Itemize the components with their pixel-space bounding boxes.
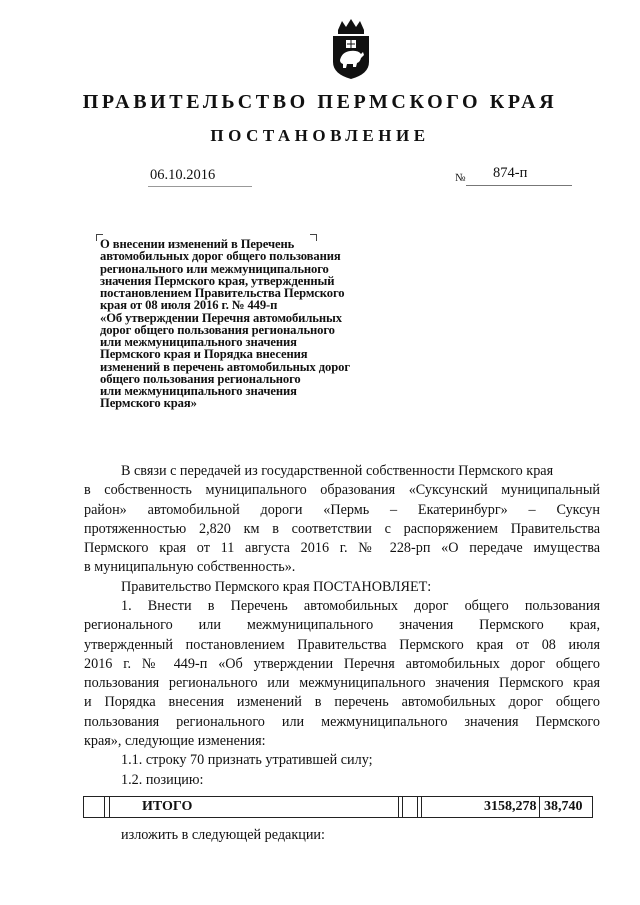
- coat-of-arms-icon: [330, 18, 372, 80]
- table-divider: [417, 797, 418, 817]
- table-divider: [402, 797, 403, 817]
- preamble-line: в собственность муниципального образования «Суксунский муниципальный: [84, 482, 600, 499]
- closing-text: изложить в следующей редакции:: [121, 827, 325, 843]
- totals-sum: 3158,278: [484, 799, 537, 814]
- totals-table-row: [83, 796, 593, 818]
- document-number: 874-п: [493, 165, 528, 181]
- table-divider: [398, 797, 399, 817]
- number-sign: №: [455, 172, 466, 184]
- title-line: Пермского края»: [100, 396, 197, 411]
- item-line: пользования регионального или межмуниципального значения Пермского: [84, 713, 600, 730]
- preamble-line: Пермского края от 11 августа 2016 г. № 228-рп «О передаче имущества: [84, 540, 600, 557]
- preamble-line: район» автомобильной дороги «Пермь – Екатеринбург» – Суксун: [84, 501, 600, 518]
- document-date: 06.10.2016: [150, 167, 216, 183]
- totals-length: 38,740: [544, 799, 583, 814]
- table-divider: [104, 797, 105, 817]
- preamble-paragraph: [84, 462, 600, 597]
- title-line: регионального или межмуниципального: [100, 261, 329, 276]
- item-line: 2016 г. № 449-п «Об утверждении Перечня автомобильных дорог общего: [84, 655, 600, 672]
- item-line: пользования регионального или межмуниципального значения Пермского края: [84, 675, 600, 692]
- item-line: края», следующие изменения:: [84, 733, 266, 750]
- title-line: постановлением Правительства Пермского: [100, 286, 345, 300]
- title-line: или межмуниципального значения: [100, 335, 297, 349]
- closing-line: [84, 826, 600, 845]
- title-line: «Об утверждении Перечня автомобильных: [100, 310, 342, 325]
- item-line: регионального или межмуниципального значения Пермского края,: [84, 617, 600, 634]
- title-line: значения Пермского края, утвержденный: [100, 273, 335, 288]
- sub-item: 1.1. строку 70 признать утратившей силу;: [121, 752, 373, 769]
- title-line: изменений в перечень автомобильных дорог: [100, 359, 350, 374]
- totals-label: ИТОГО: [142, 799, 193, 814]
- title-line: автомобильных дорог общего пользования: [100, 249, 341, 264]
- decree-phrase: Правительство Пермского края ПОСТАНОВЛЯЕТ:: [121, 578, 432, 595]
- preamble-line: протяженностью 2,820 км в соответствии с распоряжением Правительства: [84, 520, 600, 537]
- date-underline: [148, 186, 252, 187]
- item-1-paragraph: [84, 597, 600, 790]
- title-line: края от 08 июля 2016 г. № 449-п: [100, 298, 278, 313]
- item-line: 1. Внести в Перечень автомобильных дорог общего пользования: [121, 598, 600, 614]
- preamble-line: в муниципальную собственность».: [84, 559, 296, 576]
- item-line: и Порядка внесения изменений в перечень автомобильных дорог общего: [84, 694, 600, 711]
- title-line: общего пользования регионального: [100, 371, 301, 386]
- item-line: утвержденный постановлением Правительства Пермского края от 08 июля: [84, 636, 600, 653]
- table-divider: [109, 797, 110, 817]
- government-heading: ПРАВИТЕЛЬСТВО ПЕРМСКОГО КРАЯ: [82, 91, 558, 113]
- preamble-line: В связи с передачей из государственной собственности Пермского края: [121, 463, 554, 479]
- title-line: или межмуниципального значения: [100, 384, 297, 398]
- document-type-heading: ПОСТАНОВЛЕНИЕ: [210, 126, 430, 145]
- table-divider: [421, 797, 422, 817]
- number-underline: [466, 185, 572, 186]
- title-line: дорог общего пользования регионального: [100, 322, 335, 337]
- title-line: О внесении изменений в Перечень: [100, 237, 295, 251]
- title-line: Пермского края и Порядка внесения: [100, 347, 308, 362]
- table-divider: [539, 797, 540, 817]
- document-title: [100, 238, 420, 410]
- sub-item: 1.2. позицию:: [121, 771, 204, 788]
